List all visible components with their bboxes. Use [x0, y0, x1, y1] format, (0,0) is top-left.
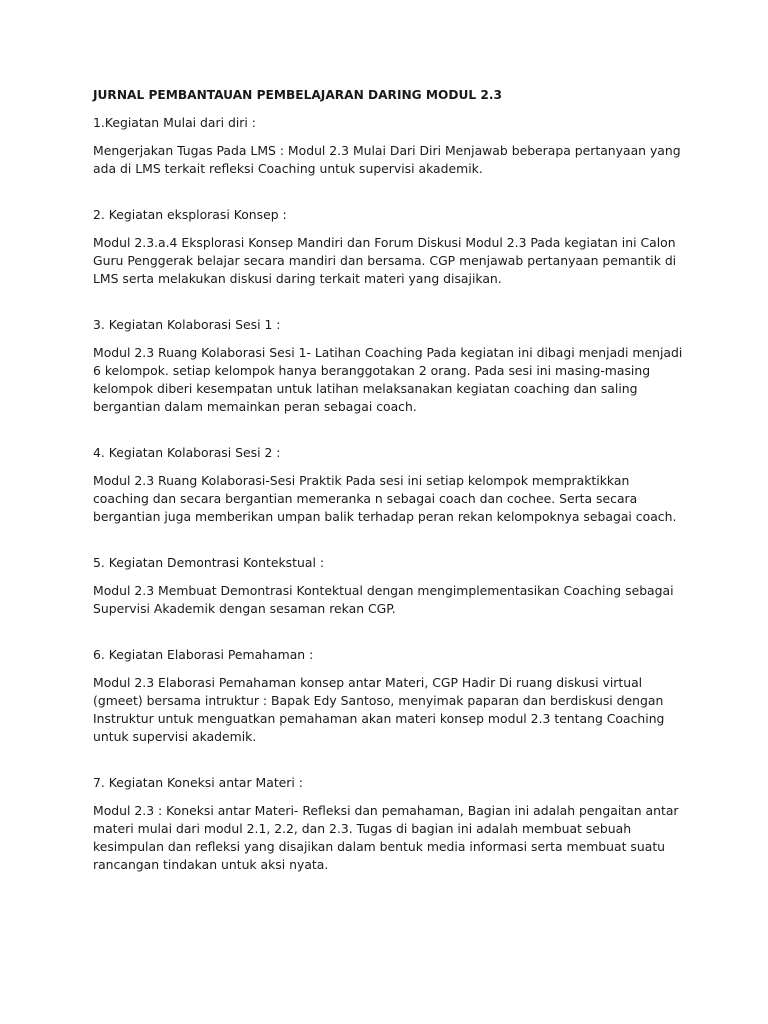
- section-2: [93, 206, 683, 288]
- section-7: [93, 774, 683, 874]
- section-1: [93, 114, 683, 178]
- section-heading: 5. Kegiatan Demontrasi Kontekstual :: [93, 555, 324, 570]
- section-6: [93, 646, 683, 746]
- section-heading: 1.Kegiatan Mulai dari diri :: [93, 115, 256, 130]
- section-heading: 4. Kegiatan Kolaborasi Sesi 2 :: [93, 445, 281, 460]
- section-body: Modul 2.3 Membuat Demontrasi Kontektual dengan mengimplementasikan Coaching sebagai Supervisi Akademik dengan sesaman rekan CGP.: [93, 583, 674, 616]
- section-heading: 3. Kegiatan Kolaborasi Sesi 1 :: [93, 317, 281, 332]
- section-spacer: [93, 288, 683, 316]
- section-body: Modul 2.3 Ruang Kolaborasi-Sesi Praktik Pada sesi ini setiap kelompok mempraktikkan coaching dan secara bergantian memeranka n sebagai coach dan cochee. Serta secara bergantian juga memberikan umpan balik terhadap peran rekan kelompoknya sebagai coach.: [93, 473, 677, 524]
- section-heading: 2. Kegiatan eksplorasi Konsep :: [93, 207, 287, 222]
- document-title: JURNAL PEMBANTAUAN PEMBELAJARAN DARING MODUL 2.3: [93, 88, 503, 102]
- section-heading: 6. Kegiatan Elaborasi Pemahaman :: [93, 647, 314, 662]
- document-content: [93, 86, 683, 874]
- section-5: [93, 554, 683, 618]
- section-body: Modul 2.3.a.4 Eksplorasi Konsep Mandiri dan Forum Diskusi Modul 2.3 Pada kegiatan ini Calon Guru Penggerak belajar secara mandiri dan bersama. CGP menjawab pertanyaan pemantik di LMS serta melakukan diskusi daring terkait materi yang disajikan.: [93, 235, 677, 286]
- section-3: [93, 316, 683, 416]
- section-spacer: [93, 178, 683, 206]
- section-body: Modul 2.3 : Koneksi antar Materi- Refleksi dan pemahaman, Bagian ini adalah pengaitan antar materi mulai dari modul 2.1, 2.2, dan 2.3. Tugas di bagian ini adalah membuat sebuah kesimpulan dan refleksi yang disajikan dalam bentuk media informasi serta membuat suatu rancangan tindakan untuk aksi nyata.: [93, 803, 679, 872]
- section-heading: 7. Kegiatan Koneksi antar Materi :: [93, 775, 303, 790]
- section-body: Modul 2.3 Ruang Kolaborasi Sesi 1- Latihan Coaching Pada kegiatan ini dibagi menjadi menjadi 6 kelompok. setiap kelompok hanya beranggotakan 2 orang. Pada sesi ini masing-masing kelompok diberi kesempatan untuk latihan melaksanakan kegiatan coaching dan saling bergantian dalam memainkan peran sebagai coach.: [93, 345, 683, 414]
- section-spacer: [93, 618, 683, 646]
- section-spacer: [93, 746, 683, 774]
- section-spacer: [93, 526, 683, 554]
- section-4: [93, 444, 683, 526]
- section-body: Modul 2.3 Elaborasi Pemahaman konsep antar Materi, CGP Hadir Di ruang diskusi virtual (gmeet) bersama intruktur : Bapak Edy Santoso, menyimak paparan dan berdiskusi dengan Instruktur untuk menguatkan pemahaman akan materi konsep modul 2.3 tentang Coaching untuk supervisi akademik.: [93, 675, 665, 744]
- section-body: Mengerjakan Tugas Pada LMS : Modul 2.3 Mulai Dari Diri Menjawab beberapa pertanyaan yang ada di LMS terkait refleksi Coaching untuk supervisi akademik.: [93, 143, 681, 176]
- section-spacer: [93, 416, 683, 444]
